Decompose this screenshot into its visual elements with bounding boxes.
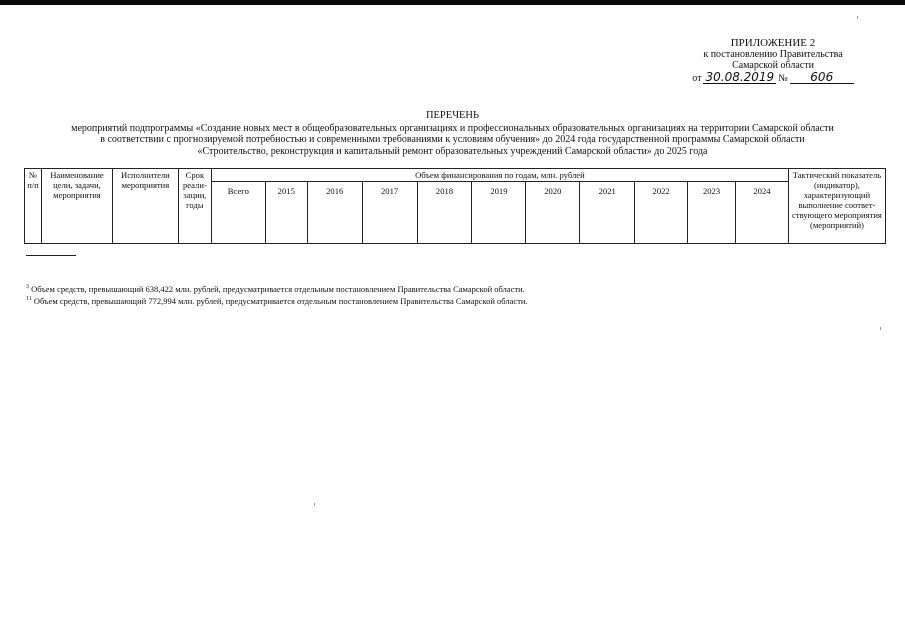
header-name: Наименование цели, задачи, мероприятия [41, 169, 112, 244]
activities-table [24, 168, 886, 244]
heading-title: ПЕРЕЧЕНЬ [425, 110, 480, 121]
footnote-2 [26, 294, 528, 306]
appendix-line-2: Самарской области [732, 60, 814, 71]
header-year-2023: 2023 [688, 182, 736, 244]
footnote-1 [26, 282, 525, 294]
appendix-block [673, 38, 873, 84]
header-year-2015: 2015 [265, 182, 307, 244]
header-year-2021: 2021 [580, 182, 635, 244]
header-year-2020: 2020 [526, 182, 580, 244]
footnote-1-text: Объем средств, превышающий 638,422 млн. рублей, предусматривается отдельным постановлением Правительства Самарской области. [31, 283, 525, 294]
from-prefix: от [692, 73, 702, 84]
document-heading [0, 110, 905, 157]
footnote-2-text: Объем средств, превышающий 772,994 млн. рублей, предусматривается отдельным постановлением Правительства Самарской области. [33, 295, 528, 306]
header-total: Всего [211, 182, 265, 244]
footnote-separator [26, 255, 76, 256]
header-num: № п/п [25, 169, 42, 244]
heading-line-2: в соответствии с прогнозируемой потребностью и современными требованиями к условиям обучения» до 2024 года государственной программы Самарской области [100, 134, 805, 145]
header-funding: Объем финансирования по годам, млн. рублей [211, 169, 788, 182]
header-year-2022: 2022 [635, 182, 688, 244]
header-indicator: Тактический показатель (индикатор), характеризующий выполнение соответ-ствующего мероприятия (мероприятий) [788, 169, 885, 244]
scan-speck [314, 503, 315, 506]
scan-speck [857, 16, 858, 19]
header-year-2018: 2018 [417, 182, 472, 244]
number-sign: № [778, 73, 788, 84]
decree-date-number [673, 71, 873, 84]
header-year-2019: 2019 [472, 182, 526, 244]
header-term: Срок реали-зации, годы [178, 169, 211, 244]
header-year-2024: 2024 [736, 182, 789, 244]
header-year-2016: 2016 [307, 182, 362, 244]
appendix-title: ПРИЛОЖЕНИЕ 2 [730, 37, 816, 49]
scan-top-border [0, 0, 905, 5]
header-year-2017: 2017 [362, 182, 417, 244]
heading-line-1: мероприятий подпрограммы «Создание новых мест в общеобразовательных организациях и профессиональных образовательных организациях на территории Самарской области [71, 122, 834, 134]
footnote-1-mark: 3 [26, 284, 29, 290]
table-header-row-1 [25, 169, 886, 182]
decree-date: 30.08.2019 [705, 70, 775, 84]
scan-speck [880, 327, 881, 330]
footnote-2-mark: 11 [26, 296, 32, 302]
header-executors: Исполнители мероприятия [112, 169, 178, 244]
decree-number: 606 [790, 71, 854, 84]
heading-line-3: «Строительство, реконструкция и капитальный ремонт образовательных учреждений Самарской области» до 2025 года [197, 145, 708, 157]
appendix-line-1: к постановлению Правительства [703, 49, 843, 60]
